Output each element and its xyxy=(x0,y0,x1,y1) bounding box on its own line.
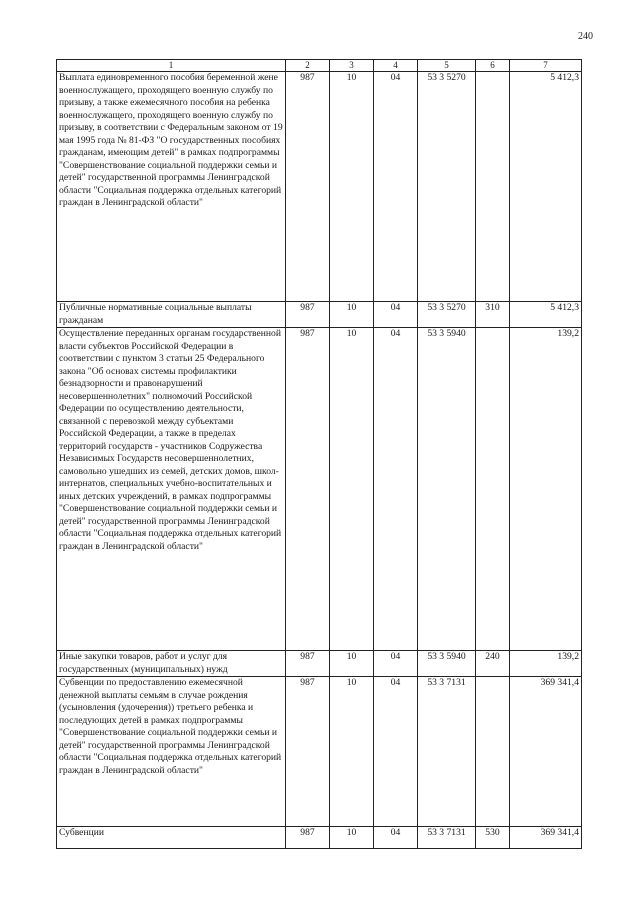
subsection-code-cell: 04 xyxy=(374,72,418,302)
header-cell: 4 xyxy=(374,60,418,72)
ministry-code-cell: 987 xyxy=(286,302,330,328)
target-code-cell: 53 3 5940 xyxy=(418,328,476,651)
header-cell: 1 xyxy=(57,60,286,72)
expense-type-cell xyxy=(476,677,510,827)
description-cell: Публичные нормативные социальные выплаты гражданам xyxy=(57,302,286,328)
header-cell: 7 xyxy=(510,60,582,72)
ministry-code-cell: 987 xyxy=(286,651,330,677)
amount-cell: 369 341,4 xyxy=(510,677,582,827)
target-code-cell: 53 3 7131 xyxy=(418,827,476,849)
description-cell: Осуществление переданных органам государственной власти субъектов Российской Федерации в соответствии с пунктом 3 статьи 25 Федерального закона "Об основах системы профилактики безнадзорности и правонарушений несовершеннолетних" полномочий Российской Федерации по осуществлению деятельности, связанной с перевозкой между субъектами Российской Федерации, а также в пределах территорий государств - участников Содружества Независимых Государств несовершеннолетних, самовольно ушедших из семей, детских домов, школ-интернатов, специальных учебно-воспитательных и иных детских учреждений, в рамках подпрограммы "Совершенствование социальной поддержки семьи и детей" государственной программы Ленинградской области "Социальная поддержка отдельных категорий граждан в Ленинградской области" xyxy=(57,328,286,651)
subsection-code-cell: 04 xyxy=(374,651,418,677)
subsection-code-cell: 04 xyxy=(374,827,418,849)
section-code-cell: 10 xyxy=(330,651,374,677)
subsection-code-cell: 04 xyxy=(374,328,418,651)
amount-cell: 139,2 xyxy=(510,651,582,677)
expense-type-cell: 310 xyxy=(476,302,510,328)
expense-type-cell: 530 xyxy=(476,827,510,849)
table-row xyxy=(57,677,582,827)
ministry-code-cell: 987 xyxy=(286,72,330,302)
header-cell: 3 xyxy=(330,60,374,72)
budget-table xyxy=(56,59,582,849)
table-row xyxy=(57,302,582,328)
target-code-cell: 53 3 5270 xyxy=(418,302,476,328)
table-row xyxy=(57,328,582,651)
table-row xyxy=(57,827,582,849)
table-row xyxy=(57,72,582,302)
target-code-cell: 53 3 5270 xyxy=(418,72,476,302)
description-cell: Выплата единовременного пособия беременной жене военнослужащего, проходящего военную службу по призыву, а также ежемесячного пособия на ребенка военнослужащего, проходящего военную службу по призыву, в соответствии с Федеральным законом от 19 мая 1995 года № 81-ФЗ "О государственных пособиях гражданам, имеющим детей" в рамках подпрограммы "Совершенствование социальной поддержки семьи и детей" государственной программы Ленинградской области "Социальная поддержка отдельных категорий граждан в Ленинградской области" xyxy=(57,72,286,302)
section-code-cell: 10 xyxy=(330,302,374,328)
description-cell: Субвенции xyxy=(57,827,286,849)
amount-cell: 5 412,3 xyxy=(510,302,582,328)
description-cell: Иные закупки товаров, работ и услуг для государственных (муниципальных) нужд xyxy=(57,651,286,677)
section-code-cell: 10 xyxy=(330,328,374,651)
header-cell: 5 xyxy=(418,60,476,72)
section-code-cell: 10 xyxy=(330,72,374,302)
page-number: 240 xyxy=(578,31,593,42)
subsection-code-cell: 04 xyxy=(374,677,418,827)
expense-type-cell: 240 xyxy=(476,651,510,677)
description-cell: Субвенции по предоставлению ежемесячной денежной выплаты семьям в случае рождения (усыновления (удочерения)) третьего ребенка и последующих детей в рамках подпрограммы "Совершенствование социальной поддержки семьи и детей" государственной программы Ленинградской области "Социальная поддержка отдельных категорий граждан в Ленинградской области" xyxy=(57,677,286,827)
header-cell: 6 xyxy=(476,60,510,72)
ministry-code-cell: 987 xyxy=(286,328,330,651)
target-code-cell: 53 3 5940 xyxy=(418,651,476,677)
table-row xyxy=(57,651,582,677)
amount-cell: 139,2 xyxy=(510,328,582,651)
header-row xyxy=(57,60,582,72)
amount-cell: 369 341,4 xyxy=(510,827,582,849)
ministry-code-cell: 987 xyxy=(286,677,330,827)
header-cell: 2 xyxy=(286,60,330,72)
subsection-code-cell: 04 xyxy=(374,302,418,328)
section-code-cell: 10 xyxy=(330,827,374,849)
ministry-code-cell: 987 xyxy=(286,827,330,849)
section-code-cell: 10 xyxy=(330,677,374,827)
target-code-cell: 53 3 7131 xyxy=(418,677,476,827)
expense-type-cell xyxy=(476,328,510,651)
expense-type-cell xyxy=(476,72,510,302)
amount-cell: 5 412,3 xyxy=(510,72,582,302)
